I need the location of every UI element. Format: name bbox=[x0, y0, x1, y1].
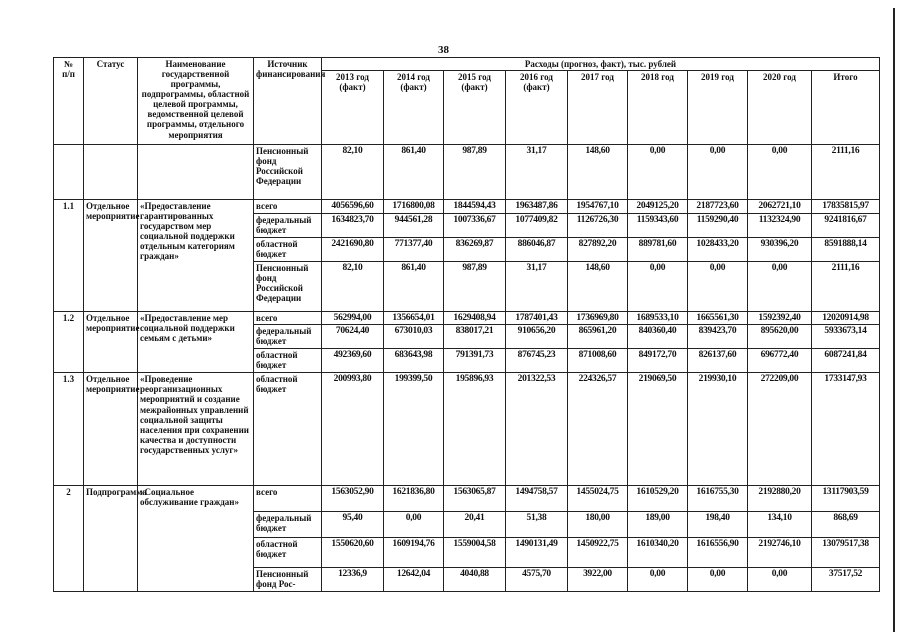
value-cell: 696772,40 bbox=[748, 349, 812, 373]
value-cell: 4575,70 bbox=[506, 568, 568, 592]
value-cell: 180,00 bbox=[568, 512, 628, 538]
value-cell: 1616556,90 bbox=[688, 538, 748, 568]
value-cell: 148,60 bbox=[568, 145, 628, 200]
header-status: Статус bbox=[84, 58, 138, 145]
value-cell: 1550620,60 bbox=[322, 538, 384, 568]
value-cell: 9241816,67 bbox=[812, 213, 880, 237]
header-source: Источник финансирования bbox=[254, 58, 322, 145]
row-source: областной бюджет bbox=[254, 538, 322, 568]
value-cell: 683643,98 bbox=[384, 349, 444, 373]
value-cell: 31,17 bbox=[506, 145, 568, 200]
value-cell: 895620,00 bbox=[748, 325, 812, 349]
value-cell: 840360,40 bbox=[628, 325, 688, 349]
value-cell: 836269,87 bbox=[444, 237, 506, 261]
value-cell: 1356654,01 bbox=[384, 311, 444, 325]
value-cell: 2421690,80 bbox=[322, 237, 384, 261]
value-cell: 2049125,20 bbox=[628, 200, 688, 214]
value-cell: 0,00 bbox=[628, 261, 688, 311]
row-source: Пенсионный фонд Российской Федерации bbox=[254, 261, 322, 311]
value-cell: 0,00 bbox=[748, 568, 812, 592]
header-year: 2020 год bbox=[748, 71, 812, 145]
budget-table bbox=[53, 57, 880, 592]
value-cell: 13079517,38 bbox=[812, 538, 880, 568]
value-cell: 148,60 bbox=[568, 261, 628, 311]
value-cell: 4056596,60 bbox=[322, 200, 384, 214]
table-row bbox=[54, 145, 880, 200]
value-cell: 134,10 bbox=[748, 512, 812, 538]
value-cell: 12642,04 bbox=[384, 568, 444, 592]
value-cell: 224326,57 bbox=[568, 373, 628, 486]
header-year: 2016 год (факт) bbox=[506, 71, 568, 145]
value-cell: 2111,16 bbox=[812, 261, 880, 311]
value-cell: 1007336,67 bbox=[444, 213, 506, 237]
value-cell: 1159290,40 bbox=[688, 213, 748, 237]
value-cell: 1559004,58 bbox=[444, 538, 506, 568]
row-no: 1.1 bbox=[54, 200, 84, 312]
value-cell: 8591888,14 bbox=[812, 237, 880, 261]
value-cell: 70624,40 bbox=[322, 325, 384, 349]
value-cell: 771377,40 bbox=[384, 237, 444, 261]
value-cell: 20,41 bbox=[444, 512, 506, 538]
value-cell: 1159343,60 bbox=[628, 213, 688, 237]
value-cell: 987,89 bbox=[444, 145, 506, 200]
value-cell: 1954767,10 bbox=[568, 200, 628, 214]
value-cell: 562994,00 bbox=[322, 311, 384, 325]
value-cell: 219069,50 bbox=[628, 373, 688, 486]
value-cell: 1616755,30 bbox=[688, 486, 748, 512]
value-cell: 1629408,94 bbox=[444, 311, 506, 325]
value-cell: 2192746,10 bbox=[748, 538, 812, 568]
value-cell: 910656,20 bbox=[506, 325, 568, 349]
header-total: Итого bbox=[812, 71, 880, 145]
value-cell: 1689533,10 bbox=[628, 311, 688, 325]
value-cell: 5933673,14 bbox=[812, 325, 880, 349]
value-cell: 1716800,08 bbox=[384, 200, 444, 214]
row-status bbox=[84, 145, 138, 200]
value-cell: 219930,10 bbox=[688, 373, 748, 486]
value-cell: 1844594,43 bbox=[444, 200, 506, 214]
value-cell: 1490131,49 bbox=[506, 538, 568, 568]
value-cell: 0,00 bbox=[688, 145, 748, 200]
value-cell: 37517,52 bbox=[812, 568, 880, 592]
value-cell: 1077409,82 bbox=[506, 213, 568, 237]
value-cell: 861,40 bbox=[384, 145, 444, 200]
value-cell: 31,17 bbox=[506, 261, 568, 311]
value-cell: 1563065,87 bbox=[444, 486, 506, 512]
value-cell: 4040,88 bbox=[444, 568, 506, 592]
row-status: Отдельное мероприятие bbox=[84, 200, 138, 312]
row-name: «Предоставление гарантированных государством мер социальной поддержки отдельным категориям граждан» bbox=[138, 200, 254, 312]
value-cell: 13117903,59 bbox=[812, 486, 880, 512]
value-cell: 0,00 bbox=[628, 568, 688, 592]
value-cell: 1634823,70 bbox=[322, 213, 384, 237]
value-cell: 2111,16 bbox=[812, 145, 880, 200]
value-cell: 889781,60 bbox=[628, 237, 688, 261]
row-source: всего bbox=[254, 486, 322, 512]
value-cell: 839423,70 bbox=[688, 325, 748, 349]
table-row bbox=[54, 486, 880, 512]
row-name: «Социальное обслуживание граждан» bbox=[138, 486, 254, 592]
value-cell: 1592392,40 bbox=[748, 311, 812, 325]
value-cell: 200993,80 bbox=[322, 373, 384, 486]
value-cell: 1610340,20 bbox=[628, 538, 688, 568]
value-cell: 0,00 bbox=[688, 568, 748, 592]
value-cell: 82,10 bbox=[322, 145, 384, 200]
row-source: областной бюджет bbox=[254, 373, 322, 486]
value-cell: 272209,00 bbox=[748, 373, 812, 486]
value-cell: 1610529,20 bbox=[628, 486, 688, 512]
value-cell: 201322,53 bbox=[506, 373, 568, 486]
value-cell: 944561,28 bbox=[384, 213, 444, 237]
header-no: № п/п bbox=[54, 58, 84, 145]
value-cell: 838017,21 bbox=[444, 325, 506, 349]
row-name: «Проведение реорганизационных мероприятий и создание межрайонных управлений социальной защиты населения при сохранении качества и доступности государственных услуг» bbox=[138, 373, 254, 486]
value-cell: 1736969,80 bbox=[568, 311, 628, 325]
row-source: областной бюджет bbox=[254, 349, 322, 373]
page-number: 38 bbox=[438, 44, 449, 56]
value-cell: 1621836,80 bbox=[384, 486, 444, 512]
header-year: 2017 год bbox=[568, 71, 628, 145]
row-status: Отдельное мероприятие bbox=[84, 373, 138, 486]
row-source: Пенсионный фонд Рос- bbox=[254, 568, 322, 592]
value-cell: 868,69 bbox=[812, 512, 880, 538]
value-cell: 12020914,98 bbox=[812, 311, 880, 325]
header-year: 2013 год (факт) bbox=[322, 71, 384, 145]
row-source: всего bbox=[254, 311, 322, 325]
value-cell: 189,00 bbox=[628, 512, 688, 538]
value-cell: 673010,03 bbox=[384, 325, 444, 349]
header-year: 2014 год (факт) bbox=[384, 71, 444, 145]
value-cell: 2187723,60 bbox=[688, 200, 748, 214]
row-source: федеральный бюджет bbox=[254, 325, 322, 349]
value-cell: 0,00 bbox=[748, 261, 812, 311]
row-no: 2 bbox=[54, 486, 84, 592]
header-row-1 bbox=[54, 58, 880, 71]
value-cell: 930396,20 bbox=[748, 237, 812, 261]
value-cell: 492369,60 bbox=[322, 349, 384, 373]
row-no bbox=[54, 145, 84, 200]
row-status: Подпрограмма bbox=[84, 486, 138, 592]
value-cell: 2192880,20 bbox=[748, 486, 812, 512]
table-row bbox=[54, 311, 880, 325]
value-cell: 198,40 bbox=[688, 512, 748, 538]
value-cell: 0,00 bbox=[688, 261, 748, 311]
value-cell: 987,89 bbox=[444, 261, 506, 311]
value-cell: 1665561,30 bbox=[688, 311, 748, 325]
value-cell: 871008,60 bbox=[568, 349, 628, 373]
value-cell: 827892,20 bbox=[568, 237, 628, 261]
value-cell: 51,38 bbox=[506, 512, 568, 538]
value-cell: 2062721,10 bbox=[748, 200, 812, 214]
header-year: 2019 год bbox=[688, 71, 748, 145]
value-cell: 876745,23 bbox=[506, 349, 568, 373]
value-cell: 826137,60 bbox=[688, 349, 748, 373]
header-name: Наименование государственной программы, подпрограммы, областной целевой программы, ведомственной целевой программы, отдельного мероприятия bbox=[138, 58, 254, 145]
value-cell: 195896,93 bbox=[444, 373, 506, 486]
value-cell: 1455024,75 bbox=[568, 486, 628, 512]
value-cell: 17835815,97 bbox=[812, 200, 880, 214]
value-cell: 82,10 bbox=[322, 261, 384, 311]
row-source: областной бюджет bbox=[254, 237, 322, 261]
value-cell: 1126726,30 bbox=[568, 213, 628, 237]
value-cell: 1028433,20 bbox=[688, 237, 748, 261]
value-cell: 1963487,86 bbox=[506, 200, 568, 214]
row-source: всего bbox=[254, 200, 322, 214]
value-cell: 886046,87 bbox=[506, 237, 568, 261]
value-cell: 3922,00 bbox=[568, 568, 628, 592]
row-no: 1.2 bbox=[54, 311, 84, 373]
value-cell: 865961,20 bbox=[568, 325, 628, 349]
value-cell: 1450922,75 bbox=[568, 538, 628, 568]
value-cell: 849172,70 bbox=[628, 349, 688, 373]
header-year: 2018 год bbox=[628, 71, 688, 145]
value-cell: 861,40 bbox=[384, 261, 444, 311]
page-edge-line bbox=[893, 8, 895, 632]
header-year: 2015 год (факт) bbox=[444, 71, 506, 145]
row-name: «Предоставление мер социальной поддержки семьям с детьми» bbox=[138, 311, 254, 373]
value-cell: 1609194,76 bbox=[384, 538, 444, 568]
value-cell: 0,00 bbox=[628, 145, 688, 200]
value-cell: 1494758,57 bbox=[506, 486, 568, 512]
table-row bbox=[54, 200, 880, 214]
value-cell: 1563052,90 bbox=[322, 486, 384, 512]
value-cell: 0,00 bbox=[384, 512, 444, 538]
value-cell: 0,00 bbox=[748, 145, 812, 200]
value-cell: 95,40 bbox=[322, 512, 384, 538]
value-cell: 199399,50 bbox=[384, 373, 444, 486]
header-expenses: Расходы (прогноз, факт), тыс. рублей bbox=[322, 58, 880, 71]
row-source: федеральный бюджет bbox=[254, 213, 322, 237]
row-no: 1.3 bbox=[54, 373, 84, 486]
row-name bbox=[138, 145, 254, 200]
row-source: федеральный бюджет bbox=[254, 512, 322, 538]
value-cell: 1733147,93 bbox=[812, 373, 880, 486]
value-cell: 791391,73 bbox=[444, 349, 506, 373]
value-cell: 12336,9 bbox=[322, 568, 384, 592]
table-row bbox=[54, 373, 880, 486]
row-source: Пенсионный фонд Российской Федерации bbox=[254, 145, 322, 200]
value-cell: 1132324,90 bbox=[748, 213, 812, 237]
value-cell: 6087241,84 bbox=[812, 349, 880, 373]
value-cell: 1787401,43 bbox=[506, 311, 568, 325]
row-status: Отдельное мероприятие bbox=[84, 311, 138, 373]
